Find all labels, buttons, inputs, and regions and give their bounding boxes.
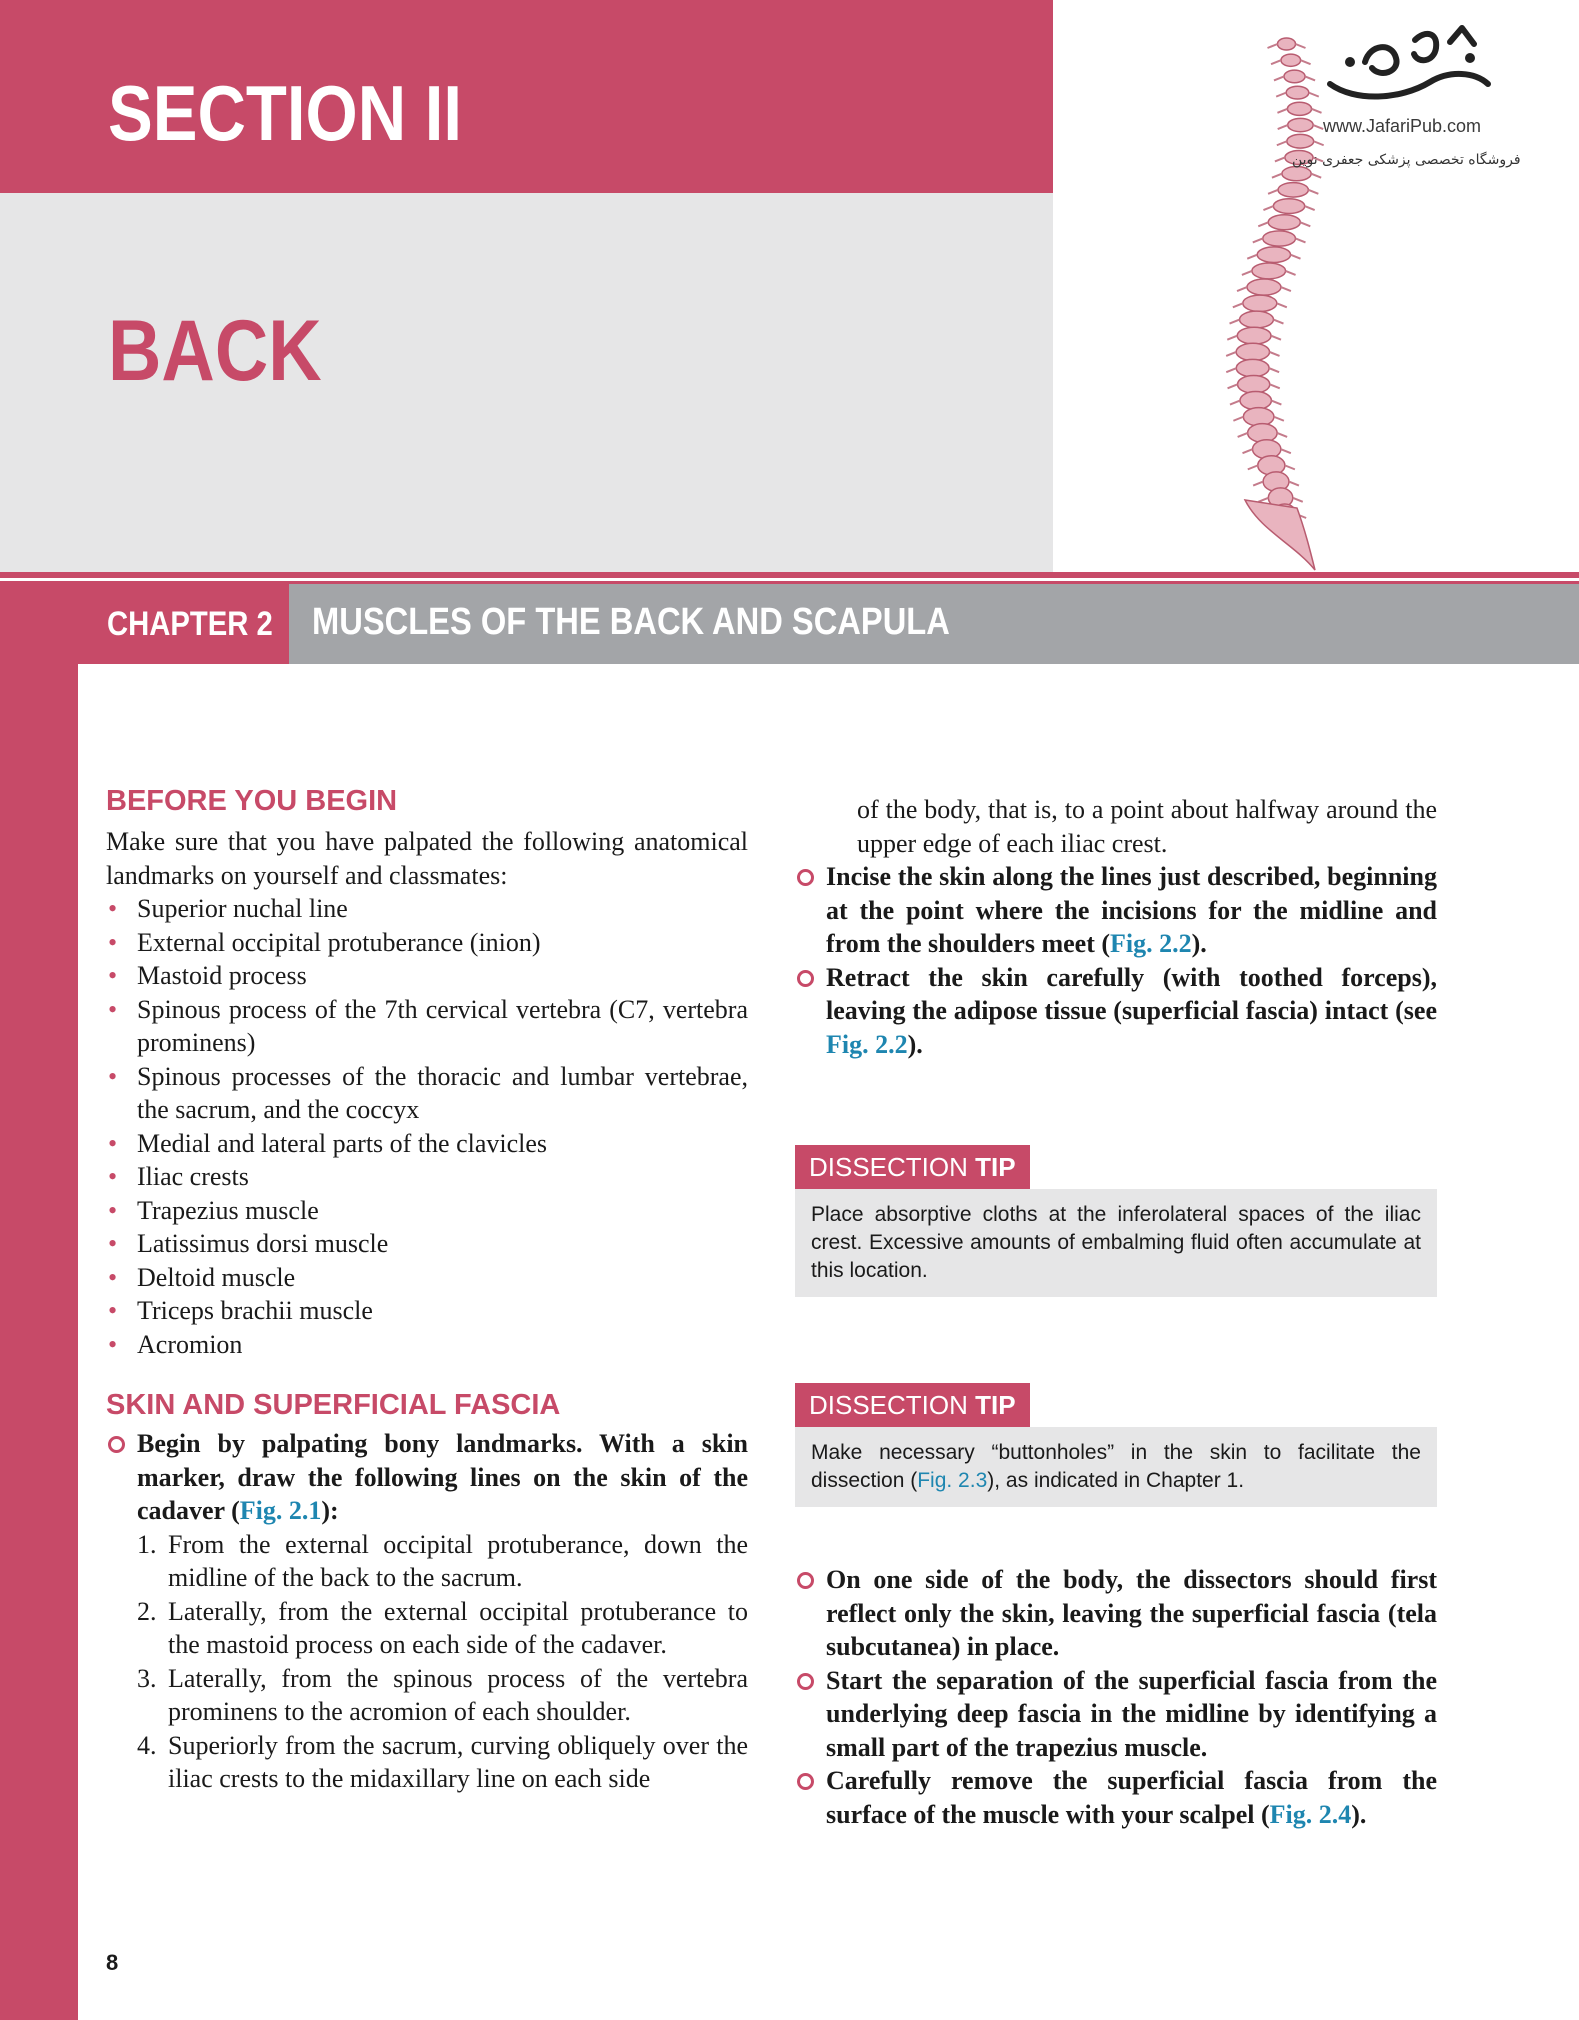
right-column: [795, 793, 1437, 1061]
tip-label-text: DISSECTION: [809, 1152, 968, 1182]
landmark-item: [106, 993, 748, 1060]
step-text-end: ):: [321, 1496, 339, 1525]
bullet-icon: •: [108, 994, 118, 1024]
landmark-item: [106, 926, 748, 960]
bullet-icon: •: [108, 1128, 118, 1158]
numbered-line-item: [106, 1595, 748, 1662]
publisher-tagline: فروشگاه تخصصی پزشکی جعفری نوین: [1292, 152, 1521, 168]
landmark-item: [106, 1160, 748, 1194]
landmark-text: External occipital protuberance (inion): [137, 927, 541, 957]
step-text-end: ).: [1191, 929, 1207, 958]
circle-bullet-icon: [797, 1572, 814, 1589]
step-text: Carefully remove the superficial fascia from the surface of the muscle with your scalpel (: [826, 1766, 1437, 1829]
step-text: Retract the skin carefully (with toothed forceps), leaving the adipose tissue (superficial fascia) intact (see: [826, 962, 1437, 1025]
vertebra: [1237, 327, 1271, 344]
step-text: Begin by palpating bony landmarks. With a skin marker, draw the following lines on the skin of the cadaver (: [137, 1429, 748, 1525]
tip-text: Make necessary “buttonholes” in the skin to facilitate the dissection (: [811, 1441, 1421, 1492]
chapter-title: MUSCLES OF THE BACK AND SCAPULA: [312, 601, 950, 643]
before-intro: Make sure that you have palpated the following anatomical landmarks on yourself and classmates:: [106, 827, 748, 890]
circle-bullet-icon: [797, 970, 814, 987]
landmark-item: [106, 892, 748, 926]
step-remove: [795, 1764, 1437, 1831]
landmark-text: Spinous processes of the thoracic and lumbar vertebrae, the sacrum, and the coccyx: [137, 1061, 748, 1124]
numbered-line-item: [106, 1729, 748, 1796]
figure-link[interactable]: Fig. 2.3: [917, 1469, 988, 1492]
landmark-text: Triceps brachii muscle: [137, 1296, 373, 1325]
step-text: Start the separation of the superficial fascia from the underlying deep fascia in the midline by identifying a small part of the trapezius muscle.: [826, 1665, 1437, 1762]
tip-text-end: ), as indicated in Chapter 1.: [987, 1469, 1245, 1492]
landmark-text: Latissimus dorsi muscle: [137, 1229, 389, 1258]
bullet-icon: •: [108, 1329, 118, 1359]
vertebra: [1287, 134, 1314, 148]
item-text: Laterally, from the spinous process of the vertebra prominens to the acromion of each shoulder.: [168, 1663, 748, 1726]
line-list: [106, 1528, 748, 1796]
chapter-label: CHAPTER 2: [107, 605, 273, 643]
divider: [0, 572, 1579, 578]
vertebra: [1240, 311, 1274, 328]
bullet-icon: •: [108, 927, 118, 957]
landmark-text: Acromion: [137, 1329, 243, 1359]
bullet-icon: •: [108, 894, 118, 923]
vertebra: [1288, 118, 1313, 131]
item-number: 4.: [137, 1730, 157, 1760]
tip-body: Place absorptive cloths at the inferolateral spaces of the iliac crest. Excessive amounts of embalming fluid often accumulate at this location.: [795, 1189, 1437, 1297]
item-text: Superiorly from the sacrum, curving obliquely over the iliac crests to the midaxillary line on each side: [168, 1730, 748, 1793]
vertebra: [1282, 167, 1311, 181]
bullet-icon: •: [108, 1296, 118, 1325]
step-text-end: ).: [1351, 1799, 1367, 1829]
item-number: 1.: [137, 1529, 157, 1559]
margin-bar: [0, 584, 78, 2020]
vertebra: [1247, 279, 1281, 295]
sacrum: [1245, 500, 1315, 570]
step-text: On one side of the body, the dissectors should first reflect only the skin, leaving the superficial fascia (tela subcutanea) in place.: [826, 1565, 1437, 1661]
tip-label-bold: TIP: [975, 1152, 1016, 1182]
step-retract: [795, 961, 1437, 1062]
figure-link[interactable]: Fig. 2.2: [826, 1029, 908, 1059]
landmark-text: Iliac crests: [137, 1162, 249, 1191]
landmark-list: [106, 892, 748, 1361]
step-text: Incise the skin along the lines just described, beginning at the point where the incisions for the midline and from the shoulders meet (: [826, 862, 1437, 958]
circle-bullet-icon: [108, 1436, 125, 1453]
numbered-line-item: [106, 1662, 748, 1729]
figure-link[interactable]: Fig. 2.1: [239, 1496, 322, 1525]
tip-label: [795, 1383, 1030, 1427]
vertebra: [1252, 263, 1286, 279]
vertebra: [1238, 375, 1270, 393]
landmark-text: Spinous process of the 7th cervical vertebra (C7, vertebra prominens): [137, 994, 748, 1057]
vertebra: [1273, 199, 1304, 214]
vertebra: [1268, 215, 1300, 230]
page-number: 8: [106, 1950, 119, 1975]
figure-link[interactable]: Fig. 2.4: [1269, 1799, 1352, 1829]
figure-link[interactable]: Fig. 2.2: [1110, 929, 1192, 958]
vertebra: [1278, 183, 1308, 197]
vertebra: [1236, 359, 1269, 377]
spine-illustration: [1185, 30, 1375, 580]
landmark-item: [106, 1261, 748, 1295]
circle-bullet-icon: [797, 1673, 814, 1690]
dissection-tip-box: [795, 1383, 1437, 1507]
vertebra: [1243, 295, 1277, 311]
heading-skin-superficial-fascia: SKIN AND SUPERFICIAL FASCIA: [106, 1389, 561, 1421]
section-title: BACK: [108, 303, 322, 399]
step-separate: [795, 1664, 1437, 1765]
heading-before-you-begin: BEFORE YOU BEGIN: [106, 785, 398, 817]
step-text-end: ).: [907, 1029, 923, 1059]
step-palpate: [106, 1427, 748, 1528]
item-text: Laterally, from the external occipital protuberance to the mastoid process on each side of the cadaver.: [168, 1596, 748, 1659]
bullet-icon: •: [108, 1229, 118, 1258]
landmark-item: [106, 1060, 748, 1127]
step-incise: [795, 860, 1437, 961]
bullet-icon: •: [108, 1162, 118, 1191]
landmark-item: [106, 959, 748, 993]
landmark-text: Trapezius muscle: [137, 1195, 319, 1225]
bullet-icon: •: [108, 1195, 118, 1225]
landmark-item: [106, 1294, 748, 1328]
circle-bullet-icon: [797, 869, 814, 886]
item-number: 2.: [137, 1596, 157, 1626]
vertebra: [1286, 86, 1309, 99]
vertebra: [1236, 343, 1269, 360]
landmark-item: [106, 1227, 748, 1261]
landmark-item: [106, 1127, 748, 1161]
section-label: SECTION II: [108, 69, 463, 157]
landmark-item: [106, 1328, 748, 1362]
vertebra: [1278, 38, 1296, 50]
landmark-text: Superior nuchal line: [137, 894, 348, 923]
vertebra: [1281, 54, 1301, 66]
numbered-line-item: [106, 1528, 748, 1595]
item-text: From the external occipital protuberance, down the midline of the back to the sacrum.: [168, 1529, 748, 1592]
bullet-icon: •: [108, 961, 118, 990]
tip-label-text: DISSECTION: [809, 1390, 968, 1420]
bullet-icon: •: [108, 1262, 118, 1292]
left-column: [106, 783, 748, 1796]
landmark-text: Medial and lateral parts of the clavicles: [137, 1128, 548, 1158]
vertebra: [1287, 102, 1311, 115]
landmark-text: Mastoid process: [137, 961, 307, 990]
right-column-lower: [795, 1563, 1437, 1831]
item-number: 3.: [137, 1663, 157, 1693]
landmark-item: [106, 1194, 748, 1228]
vertebra: [1257, 247, 1290, 263]
bullet-icon: •: [108, 1061, 118, 1091]
tip-label: [795, 1145, 1030, 1189]
vertebra: [1240, 392, 1271, 410]
step-reflect: [795, 1563, 1437, 1664]
circle-bullet-icon: [797, 1773, 814, 1790]
vertebra: [1284, 70, 1305, 83]
landmark-text: Deltoid muscle: [137, 1262, 296, 1292]
publisher-logo-icon: [1310, 22, 1500, 112]
publisher-url: www.JafariPub.com: [1323, 116, 1482, 136]
vertebra: [1263, 231, 1296, 246]
dissection-tip-box: [795, 1145, 1437, 1297]
tip-body: [795, 1427, 1437, 1507]
continuation-text: of the body, that is, to a point about halfway around the upper edge of each iliac crest.: [857, 795, 1437, 858]
tip-label-bold: TIP: [975, 1390, 1016, 1420]
